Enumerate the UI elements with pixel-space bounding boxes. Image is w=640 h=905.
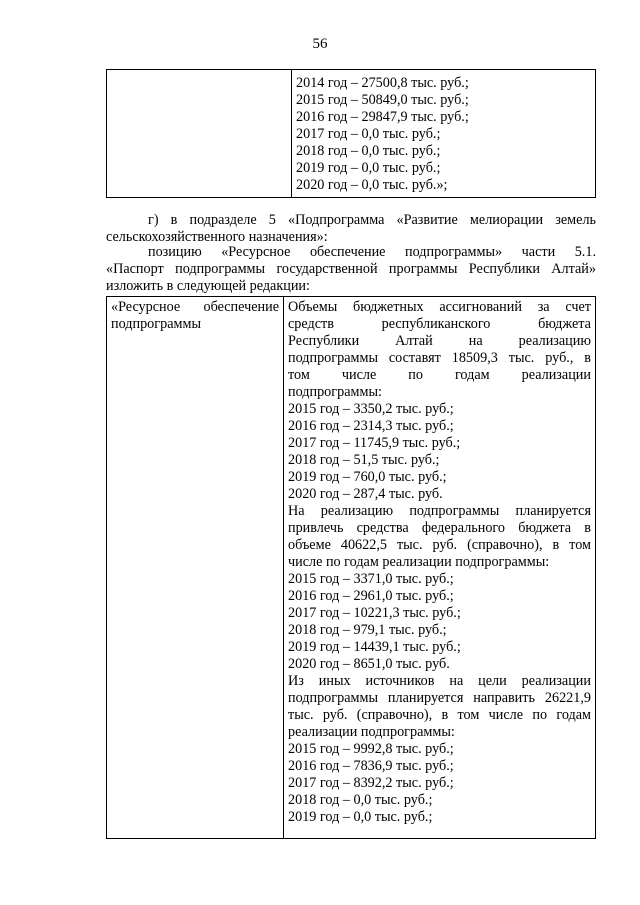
paragraph-g-line1: г) в подразделе 5 «Подпрограмма «Развитие мелиорации земель: [148, 212, 596, 228]
word: на: [468, 333, 483, 349]
year-line: 2018 год – 0,0 тыс. руб.;: [288, 792, 433, 808]
year-line: 2018 год – 51,5 тыс. руб.;: [288, 452, 440, 468]
word: Алтай: [395, 333, 433, 349]
word: том: [288, 367, 310, 383]
federal-intro: привлечь средства федерального бюджета в: [288, 520, 591, 536]
resource-label-word: обеспечение: [203, 299, 279, 315]
year-line: 2020 год – 0,0 тыс. руб.»;: [296, 177, 448, 193]
resource-label-line1: [111, 299, 279, 316]
resource-content-cell: [284, 297, 596, 839]
regional-intro: [288, 316, 591, 333]
word: по: [408, 367, 423, 383]
word: бюджета: [538, 316, 591, 332]
paragraph-g-line2: сельскохозяйственного назначения»:: [106, 229, 328, 245]
federal-intro: числе по годам реализации подпрограммы:: [288, 554, 550, 570]
year-line: 2018 год – 979,1 тыс. руб.;: [288, 622, 447, 638]
year-line: 2016 год – 7836,9 тыс. руб.;: [288, 758, 454, 774]
word: реализации: [521, 367, 591, 383]
word: годам: [454, 367, 490, 383]
federal-intro: объеме 40622,5 тыс. руб. (справочно), в том: [288, 537, 591, 553]
other-intro: реализации подпрограммы:: [288, 724, 455, 740]
year-line: 2018 год – 0,0 тыс. руб.;: [296, 143, 441, 159]
word: числе: [341, 367, 377, 383]
page-number: 56: [312, 36, 328, 52]
year-line: 2014 год – 27500,8 тыс. руб.;: [296, 75, 469, 91]
year-line: 2016 год – 29847,9 тыс. руб.;: [296, 109, 469, 125]
paragraph-position-line2: «Паспорт подпрограммы государственной программы Республики Алтай»: [106, 261, 596, 277]
regional-intro: подпрограммы составят 18509,3 тыс. руб., в: [288, 350, 591, 366]
year-line: 2015 год – 3371,0 тыс. руб.;: [288, 571, 454, 587]
resource-provision-table: [106, 296, 596, 839]
year-line: 2016 год – 2314,3 тыс. руб.;: [288, 418, 454, 434]
federal-intro: На реализацию подпрограммы планируется: [288, 503, 591, 519]
funding-table-continuation: [106, 69, 596, 198]
year-line: 2015 год – 3350,2 тыс. руб.;: [288, 401, 454, 417]
word: Республики: [288, 333, 360, 349]
year-line: 2020 год – 287,4 тыс. руб.: [288, 486, 443, 502]
year-line: 2017 год – 10221,3 тыс. руб.;: [288, 605, 461, 621]
year-line: 2016 год – 2961,0 тыс. руб.;: [288, 588, 454, 604]
resource-label-cell: [107, 297, 284, 839]
regional-intro: [288, 367, 591, 384]
year-line: 2019 год – 760,0 тыс. руб.;: [288, 469, 447, 485]
regional-intro: подпрограммы:: [288, 384, 382, 400]
resource-label-word: «Ресурсное: [111, 299, 181, 315]
other-intro: подпрограммы планируется направить 26221,9: [288, 690, 591, 706]
word: средств: [288, 316, 334, 332]
regional-intro: [288, 333, 591, 350]
year-line: 2015 год – 9992,8 тыс. руб.;: [288, 741, 454, 757]
other-intro: Из иных источников на цели реализации: [288, 673, 591, 689]
year-line: 2017 год – 11745,9 тыс. руб.;: [288, 435, 461, 451]
paragraph-position-line1: позицию «Ресурсное обеспечение подпрограммы» части 5.1.: [148, 244, 596, 260]
empty-left-cell: [107, 70, 292, 198]
years-cell: [292, 70, 596, 198]
regional-intro: Объемы бюджетных ассигнований за счет: [288, 299, 591, 315]
year-line: 2020 год – 8651,0 тыс. руб.: [288, 656, 450, 672]
word: республиканского: [381, 316, 491, 332]
paragraph-position-line3: изложить в следующей редакции:: [106, 278, 310, 294]
year-line: 2017 год – 8392,2 тыс. руб.;: [288, 775, 454, 791]
year-line: 2017 год – 0,0 тыс. руб.;: [296, 126, 441, 142]
year-line: 2019 год – 14439,1 тыс. руб.;: [288, 639, 461, 655]
resource-label-line2: подпрограммы: [111, 316, 201, 332]
other-intro: тыс. руб. (справочно), в том числе по годам: [288, 707, 591, 723]
word: реализацию: [518, 333, 591, 349]
year-line: 2019 год – 0,0 тыс. руб.;: [296, 160, 441, 176]
year-line: 2015 год – 50849,0 тыс. руб.;: [296, 92, 469, 108]
year-line: 2019 год – 0,0 тыс. руб.;: [288, 809, 433, 825]
